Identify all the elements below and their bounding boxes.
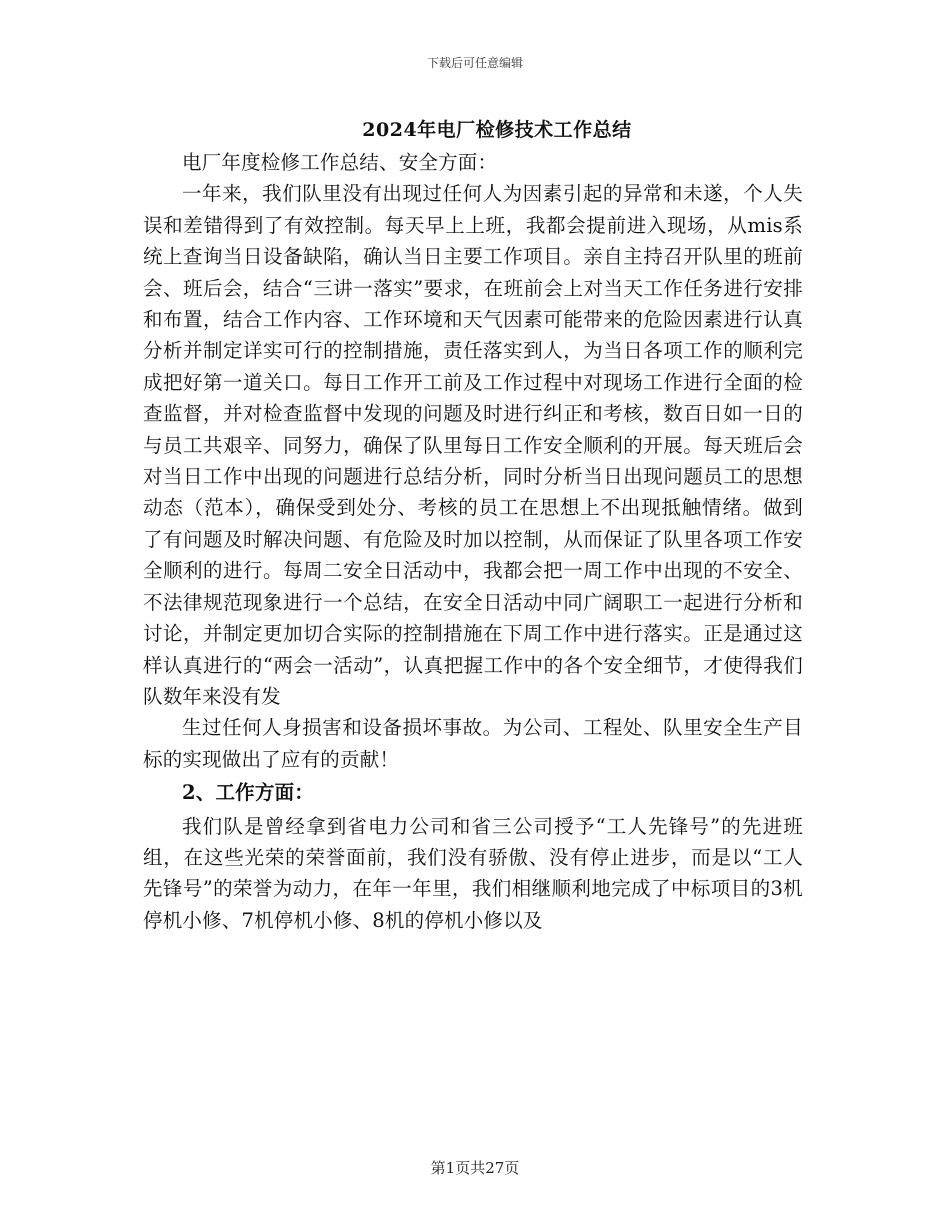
document-body <box>143 147 803 936</box>
paragraph-safety-conclusion: 生过任何人身损害和设备损坏事故。为公司、工程处、队里安全生产目标的实现做出了应有的贡献！ <box>143 716 803 771</box>
paragraph-work-body: 我们队是曾经拿到省电力公司和省三公司授予“工人先锋号”的先进班组，在这些光荣的荣誉面前，我们没有骄傲、没有停止进步，而是以“工人先锋号”的荣誉为动力，在年一年里，我们相继顺利地完成了中标项目的3机停机小修、7机停机小修、8机的停机小修以及 <box>143 814 803 932</box>
section-heading-work: 2、工作方面： <box>182 781 314 805</box>
header-note: 下载后可任意编辑 <box>426 56 523 70</box>
document-title: 2024年电厂检修技术工作总结 <box>362 119 632 141</box>
paragraph-safety-body: 一年来，我们队里没有出现过任何人为因素引起的异常和未遂，个人失误和差错得到了有效控制。每天早上上班，我都会提前进入现场，从mis系统上查询当日设备缺陷，确认当日主要工作项目。亲自主持召开队里的班前会、班后会，结合“三讲一落实”要求，在班前会上对当天工作任务进行安排和布置，结合工作内容、工作环境和天气因素可能带来的危险因素进行认真分析并制定详实可行的控制措施，责任落实到人，为当日各项工作的顺利完成把好第一道关口。每日工作开工前及工作过程中对现场工作进行全面的检查监督，并对检查监督中发现的问题及时进行纠正和考核，数百日如一日的与员工共艰辛、同努力，确保了队里每日工作安全顺利的开展。每天班后会对当日工作中出现的问题进行总结分析，同时分析当日出现问题员工的思想动态（范本），确保受到处分、考核的员工在思想上不出现抵触情绪。做到了有问题及时解决问题、有危险及时加以控制，从而保证了队里各项工作安全顺利的进行。每周二安全日活动中，我都会把一周工作中出现的不安全、不法律规范现象进行一个总结，在安全日活动中同广阔职工一起进行分析和讨论，并制定更加切合实际的控制措施在下周工作中进行落实。正是通过这样认真进行的“两会一活动”，认真把握工作中的各个安全细节，才使得我们队数年来没有发 <box>143 182 803 708</box>
page-number-footer: 第1页共27页 <box>430 1159 520 1177</box>
paragraph-safety-heading: 电厂年度检修工作总结、安全方面： <box>182 151 498 174</box>
